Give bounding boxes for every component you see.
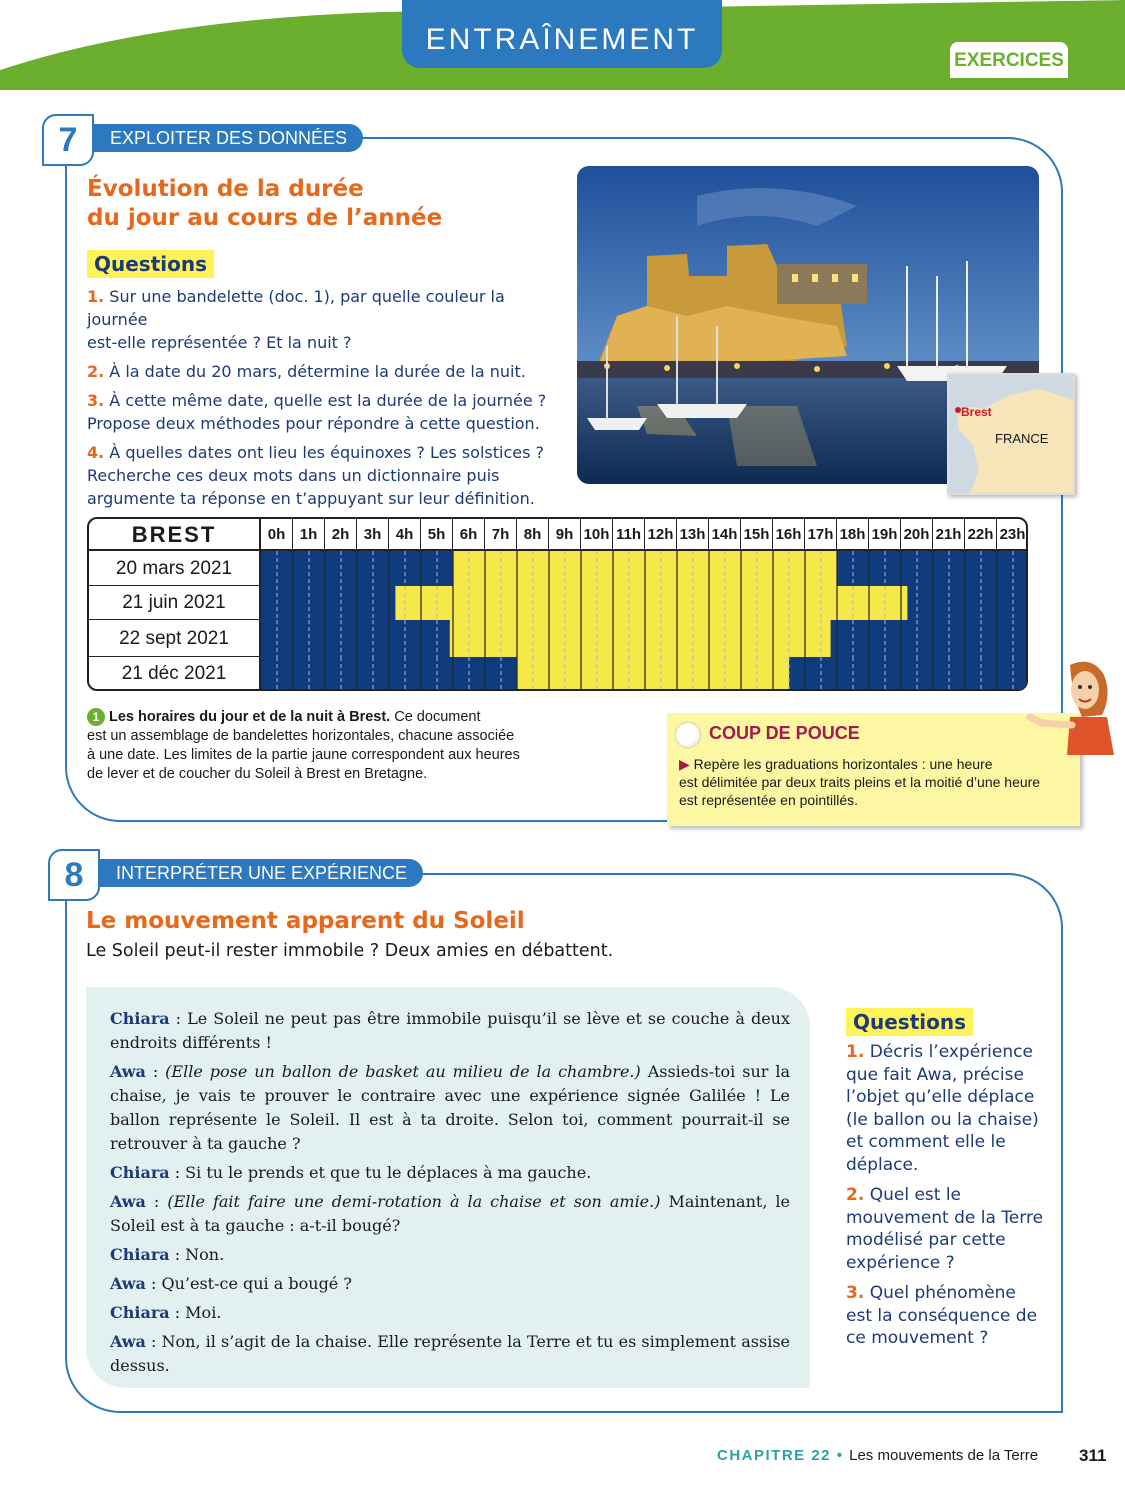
hour-label-19h: 19h: [869, 519, 901, 551]
hour-label-10h: 10h: [581, 519, 613, 551]
hour-label-3h: 3h: [357, 519, 389, 551]
day-segment: [517, 657, 789, 691]
title-line-2: du jour au cours de l’année: [87, 205, 443, 231]
question-2: 2. À la date du 20 mars, détermine la durée de la nuit.: [87, 362, 526, 381]
exercise-7-title: [87, 175, 442, 233]
hour-label-5h: 5h: [421, 519, 453, 551]
hour-label-16h: 16h: [773, 519, 805, 551]
exercise-7-number: 7: [42, 114, 94, 166]
tip-ball-icon: [676, 723, 700, 747]
dialog-line: Awa : (Elle pose un ballon de basket au milieu de la chambre.) Assieds-toi sur la chaise, je vais te prouver le contraire avec une expérience signée Galilée ! Le ballon représente le Soleil. Il est à ta droite. Selon toi, comment pourrait-il se retrouver à ta gauche ?: [110, 1062, 790, 1153]
question-8-1: 1. Décris l’expérience que fait Awa, précise l’objet qu’elle déplace (le ballon ou la chaise) et comment elle le déplace.: [846, 1042, 1039, 1175]
day-night-strip: [261, 551, 1028, 586]
france-map-inset: [947, 373, 1075, 495]
hour-label-11h: 11h: [613, 519, 645, 551]
row-date-label: 21 juin 2021: [89, 586, 261, 620]
chapter-tab: ENTRAÎNEMENT: [402, 0, 722, 68]
map-country-label: FRANCE: [995, 431, 1049, 446]
doc-number-badge: 1: [87, 708, 105, 726]
question-8-2: 2. Quel est le mouvement de la Terre modélisé par cette expérience ?: [846, 1185, 1044, 1273]
question-3: 3. À cette même date, quelle est la durée de la journée ? Propose deux méthodes pour répondre à cette question.: [87, 391, 547, 433]
table-corner: BREST: [89, 519, 261, 551]
questions-badge: Questions: [87, 250, 214, 278]
hour-label-12h: 12h: [645, 519, 677, 551]
exercise-8-subtitle: Le Soleil peut-il rester immobile ? Deux amies en débattent.: [86, 941, 614, 961]
tip-text: ▶ Repère les graduations horizontales : une heure est délimitée par deux traits pleins et la moitié d’une heure est représentée en pointillés.: [679, 756, 1041, 808]
row-date-label: 20 mars 2021: [89, 551, 261, 586]
exercise-8-title: Le mouvement apparent du Soleil: [86, 908, 525, 934]
dialog-line: Chiara : Le Soleil ne peut pas être immobile puisqu’il se lève et se couche à deux endroits différents !: [110, 1009, 790, 1052]
doc-1-caption: 1 Les horaires du jour et de la nuit à Brest. Ce document est un assemblage de bandelettes horizontales, chacune associée à une date. Les limites de la partie jaune correspondent aux heures de lever et de coucher du Soleil à Brest en Bretagne.: [87, 709, 520, 782]
dialog-line: Chiara : Non.: [110, 1245, 225, 1264]
hour-label-13h: 13h: [677, 519, 709, 551]
hour-label-15h: 15h: [741, 519, 773, 551]
question-8-3: 3. Quel phénomène est la conséquence de ce mouvement ?: [846, 1283, 1038, 1348]
exercise-7-questions: [87, 285, 567, 516]
dialog-line: Awa : (Elle fait faire une demi-rotation à la chaise et son amie.) Maintenant, le Soleil est à ta gauche : a-t-il bougé?: [110, 1192, 791, 1235]
exercices-tab: EXERCICES: [950, 42, 1068, 78]
row-date-label: 22 sept 2021: [89, 620, 261, 657]
day-night-strip: [261, 657, 1028, 691]
page-footer: CHAPITRE 22 • Les mouvements de la Terre: [717, 1447, 1039, 1464]
hour-label-9h: 9h: [549, 519, 581, 551]
daylight-table: [87, 517, 1028, 691]
hour-label-22h: 22h: [965, 519, 997, 551]
tip-box: [667, 713, 1080, 826]
day-night-strip: [261, 620, 1028, 657]
exercise-8-number: 8: [48, 849, 100, 901]
dialog-line: Awa : Qu’est-ce qui a bougé ?: [110, 1274, 352, 1293]
page-number: 311: [1079, 1446, 1107, 1465]
hour-label-6h: 6h: [453, 519, 485, 551]
dialog-line: Chiara : Moi.: [110, 1303, 222, 1322]
hour-label-8h: 8h: [517, 519, 549, 551]
hour-label-0h: 0h: [261, 519, 293, 551]
exercise-8-label: INTERPRÉTER UNE EXPÉRIENCE: [100, 859, 423, 887]
hour-label-7h: 7h: [485, 519, 517, 551]
question-4: 4. À quelles dates ont lieu les équinoxes ? Les solstices ? Recherche ces deux mots dans un dictionnaire puis argumente ta réponse en t’appuyant sur leur définition.: [87, 443, 545, 508]
hour-label-23h: 23h: [997, 519, 1028, 551]
map-city-label: Brest: [961, 405, 992, 419]
exercise-8-questions: [846, 1041, 1046, 1358]
hour-label-20h: 20h: [901, 519, 933, 551]
hour-label-18h: 18h: [837, 519, 869, 551]
hour-label-17h: 17h: [805, 519, 837, 551]
day-segment: [395, 586, 907, 620]
questions-badge-8: Questions: [846, 1008, 973, 1036]
exercise-7-label: EXPLOITER DES DONNÉES: [94, 124, 363, 152]
row-date-label: 21 déc 2021: [89, 657, 261, 691]
tip-title: COUP DE POUCE: [709, 723, 860, 743]
girl-illustration: [1022, 655, 1122, 755]
dialog-line: Chiara : Si tu le prends et que tu le déplaces à ma gauche.: [110, 1163, 592, 1182]
dialog-line: Awa : Non, il s’agit de la chaise. Elle représente la Terre et tu es simplement assise dessus.: [110, 1332, 790, 1375]
hour-label-2h: 2h: [325, 519, 357, 551]
hour-label-21h: 21h: [933, 519, 965, 551]
question-1: 1. Sur une bandelette (doc. 1), par quelle couleur la journée est-elle représentée ? Et la nuit ?: [87, 287, 505, 352]
dialog-box: [86, 987, 810, 1388]
hour-label-14h: 14h: [709, 519, 741, 551]
day-night-strip: [261, 586, 1028, 620]
hour-label-4h: 4h: [389, 519, 421, 551]
title-line-1: Évolution de la durée: [87, 176, 364, 202]
hour-label-1h: 1h: [293, 519, 325, 551]
dialog-text: [110, 1007, 790, 1383]
